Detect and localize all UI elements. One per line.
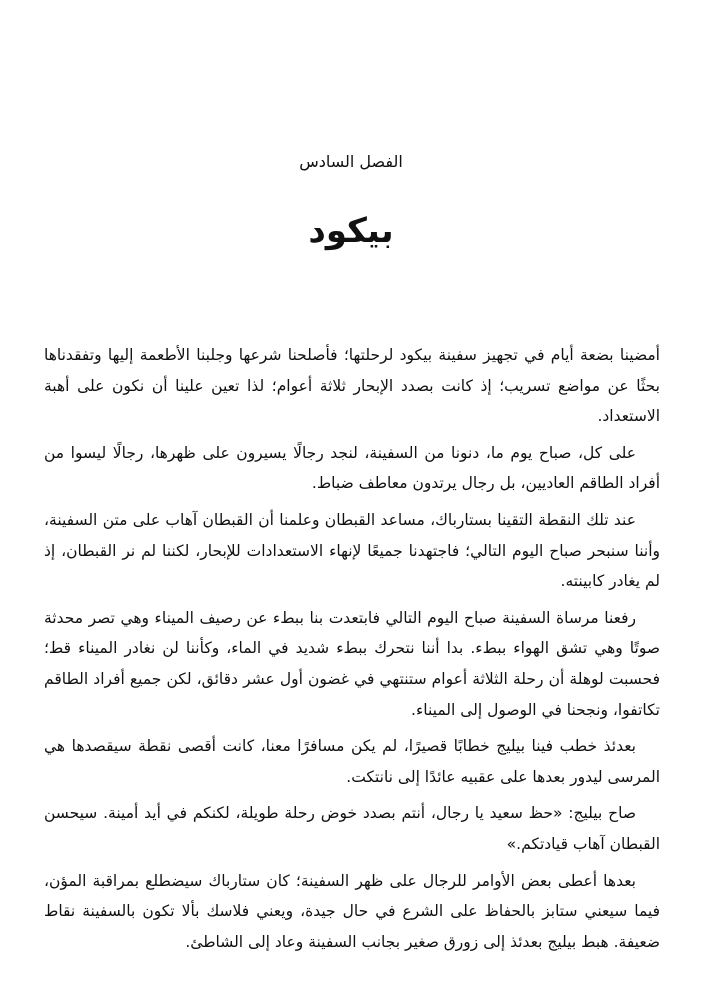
- chapter-title: بيكود: [308, 211, 394, 251]
- paragraph-4: رفعنا مرساة السفينة صباح اليوم التالي فابتعدت بنا ببطء عن رصيف الميناء وهي تصر محدثة صوتًا وهي تشق الهواء ببطء. بدا أننا نتحرك ببطء شديد في الماء، وكأننا لن نغادر الميناء قط؛ فحسبت لوهلة أن رحلة الثلاثة أعوام ستنتهي في غضون أول عشر دقائق، لكن جميع أفراد الطاقم تكاتفوا، ونجحنا في الوصول إلى الميناء.: [44, 608, 660, 719]
- paragraph-5: بعدئذ خطب فينا بيليج خطابًا قصيرًا، لم يكن مسافرًا معنا، كانت أقصى نقطة سيقصدها هي المرسى ليدور بعدها على عقبيه عائدًا إلى نانتكت.: [44, 737, 660, 786]
- paragraph-6: صاح بيليج: «حظ سعيد يا رجال، أنتم بصدد خوض رحلة طويلة، لكنكم في أيد أمينة. سيحسن القبطان آهاب قيادتكم.»: [44, 804, 660, 853]
- paragraph-1: أمضينا بضعة أيام في تجهيز سفينة بيكود لرحلتها؛ فأصلحنا شرعها وجلبنا الأطعمة إليها وتفقدناها بحثًا عن مواضع تسريب؛ إذ كانت بصدد الإبحار ثلاثة أعوام؛ لذا تعين علينا أن نكون على أهبة الاستعداد.: [44, 346, 660, 426]
- chapter-label: الفصل السادس: [299, 152, 403, 171]
- paragraph-3: عند تلك النقطة التقينا بستارباك، مساعد القبطان وعلمنا أن القبطان آهاب على متن السفينة، وأننا سنبحر صباح اليوم التالي؛ فاجتهدنا جميعًا لإنهاء الاستعدادات للإبحار، لكننا لم نر القبطان، إذ لم يغادر كابينته.: [44, 510, 660, 591]
- paragraph-2: على كل، صباح يوم ما، دنونا من السفينة، لنجد رجالًا يسيرون على ظهرها، رجالًا ليسوا من أفراد الطاقم العاديين، بل رجال يرتدون معاطف ضباط.: [44, 443, 660, 493]
- paragraph-7: بعدها أعطى بعض الأوامر للرجال على ظهر السفينة؛ كان ستارباك سيضطلع بمراقبة المؤن، فيما سيعني ستابز بالحفاظ على الشرع في حال جيدة، ويعني فلاسك بألا تكون بالسفينة نقاط ضعيفة. هبط بيليج بعدئذ إلى زورق صغير بجانب السفينة وعاد إلى الشاطئ.: [44, 871, 660, 951]
- chapter-body: [44, 340, 660, 963]
